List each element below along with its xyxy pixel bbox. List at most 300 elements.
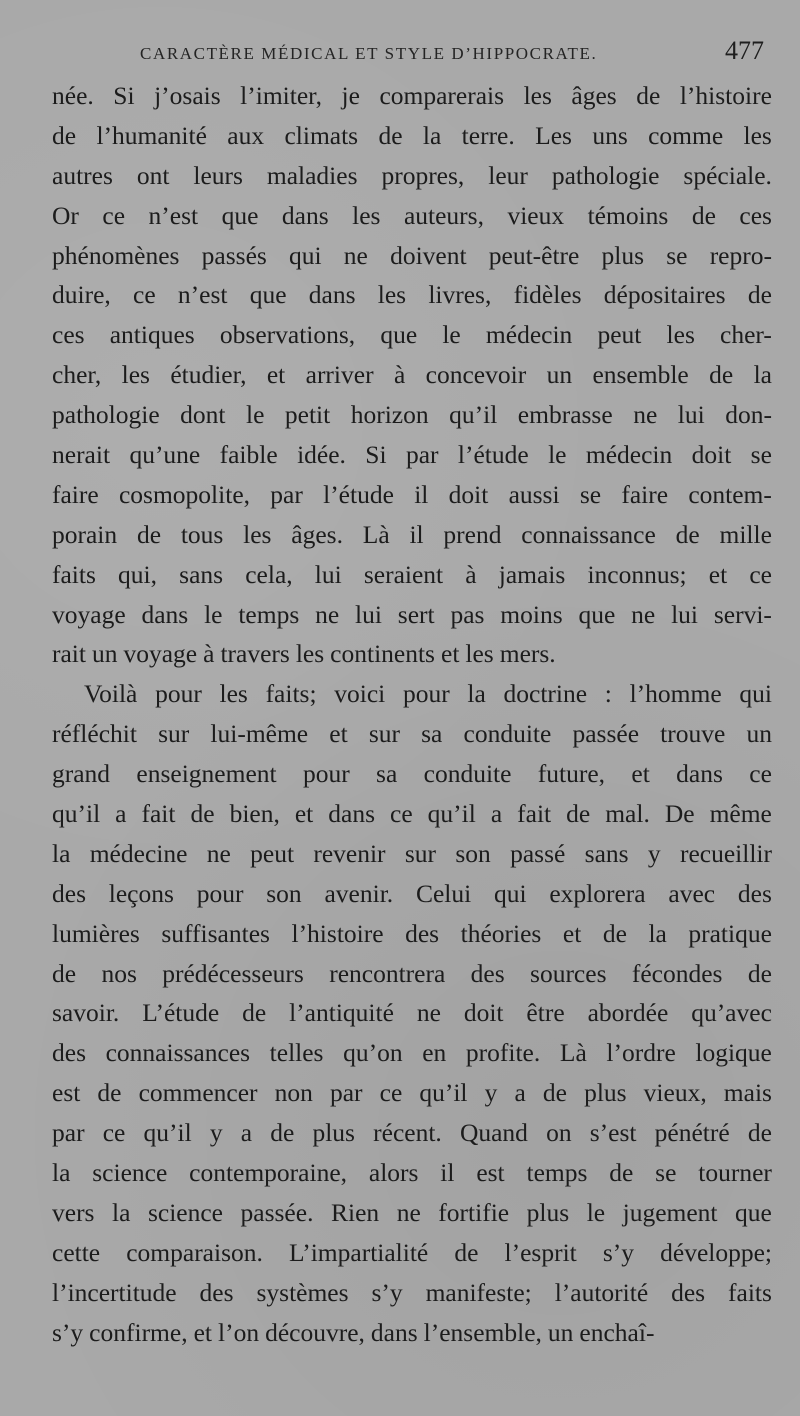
word: et <box>562 918 582 948</box>
word: qui <box>739 679 772 709</box>
word: cette <box>52 1237 101 1267</box>
word: à <box>393 360 406 390</box>
text-line <box>52 954 772 994</box>
word: son <box>455 838 491 868</box>
word: le <box>204 599 223 629</box>
word: science <box>92 1158 168 1188</box>
word: : <box>604 679 612 709</box>
word: conduite <box>423 759 512 789</box>
word: âges <box>571 81 617 110</box>
word: commencer <box>138 1078 258 1108</box>
word: que <box>578 599 616 629</box>
word: aux <box>227 120 265 150</box>
word: à <box>203 639 215 669</box>
word: passée <box>572 719 640 749</box>
word: propres, <box>381 160 465 190</box>
word: récent. <box>373 1118 442 1148</box>
word: le <box>548 440 567 470</box>
word: duire, <box>52 280 111 310</box>
text-line <box>52 634 772 674</box>
word: passée. <box>240 1197 314 1227</box>
word: dans <box>308 280 356 310</box>
word: Celui <box>415 878 472 908</box>
word: sans <box>584 838 629 868</box>
text-line <box>52 355 772 395</box>
word: la <box>467 679 486 709</box>
word: pratique <box>688 918 772 948</box>
word: née. <box>52 81 94 110</box>
word: par <box>329 1078 363 1108</box>
word: ne <box>633 400 658 430</box>
word: lumières <box>52 918 140 948</box>
word: la <box>753 360 772 390</box>
word: les <box>243 519 272 549</box>
word: cher- <box>720 320 772 350</box>
word: les <box>743 120 772 150</box>
word: sa <box>421 719 443 749</box>
word: ne <box>416 998 441 1028</box>
word: tous <box>180 519 224 549</box>
text-line <box>52 1113 772 1153</box>
word: il <box>414 479 429 509</box>
word: jamais <box>498 559 566 589</box>
text-line <box>52 754 772 794</box>
word: observations, <box>219 320 356 350</box>
word: le <box>245 400 265 430</box>
word: connaissance <box>521 519 656 549</box>
word: bien, <box>229 799 280 829</box>
word: dans <box>370 1317 418 1347</box>
word: Quand <box>459 1118 528 1148</box>
word: inconnus; <box>587 559 687 589</box>
word: cosmopolite, <box>118 479 251 509</box>
word: concevoir <box>425 360 527 390</box>
word: leur <box>488 160 528 190</box>
text-line <box>52 1193 772 1233</box>
running-head <box>0 30 800 80</box>
word: lui <box>314 559 342 589</box>
word: l’autorité <box>554 1277 649 1307</box>
word: un <box>547 1317 574 1347</box>
word: petit <box>284 400 331 430</box>
word: pathologie <box>52 400 160 430</box>
word: plus <box>584 1078 627 1108</box>
text-line <box>52 555 772 595</box>
word: vieux, <box>643 1078 707 1108</box>
text-line <box>52 435 772 475</box>
word: travers <box>220 639 290 669</box>
word: de <box>747 1118 772 1148</box>
word: de <box>136 519 162 549</box>
word: l’humanité <box>96 120 207 150</box>
word: sa <box>376 759 398 789</box>
word: voici <box>334 679 386 709</box>
word: faits <box>728 1277 772 1307</box>
word: âges. <box>291 519 343 549</box>
word: fait <box>517 799 552 829</box>
word: pathologie <box>551 160 660 190</box>
word: maladies <box>266 160 358 190</box>
text-line <box>52 1273 772 1313</box>
word: qu’il <box>427 799 476 829</box>
word: contemporaine, <box>189 1158 348 1188</box>
word: suffisantes <box>161 918 270 948</box>
word: ne <box>631 599 656 629</box>
word: porain <box>52 519 118 549</box>
word: pour <box>155 679 202 709</box>
word: ce <box>102 1118 126 1148</box>
word: uns <box>592 120 628 150</box>
word: de <box>52 120 77 150</box>
word: sur <box>368 719 400 749</box>
word: ce <box>102 200 126 230</box>
word: étudier, <box>170 360 247 390</box>
word: des <box>52 878 86 908</box>
word: de <box>602 918 627 948</box>
word: lui <box>671 599 698 629</box>
word: qu’avec <box>691 998 772 1028</box>
word: connaissances <box>105 1038 251 1068</box>
text-line <box>52 76 772 116</box>
word: peut <box>250 838 295 868</box>
word: dépositaires <box>603 280 726 310</box>
word: ce <box>379 1078 403 1108</box>
word: sources <box>530 958 607 988</box>
word: fécondes <box>631 958 723 988</box>
word: de <box>747 280 772 310</box>
word: faible <box>219 440 278 470</box>
word: cela, <box>245 559 293 589</box>
word: avec <box>668 878 716 908</box>
word: l’esprit <box>504 1237 577 1267</box>
word: De <box>664 799 695 829</box>
word: se <box>666 240 688 270</box>
word: la <box>52 1158 71 1188</box>
word: et <box>631 759 650 789</box>
word: se <box>579 479 602 509</box>
word: cher, <box>52 360 102 390</box>
word: Là <box>559 1038 587 1068</box>
word: passé <box>510 838 566 868</box>
text-line <box>52 395 772 435</box>
word: y <box>209 1118 223 1148</box>
word: l’histoire <box>291 918 384 948</box>
word: la <box>422 120 442 150</box>
word: pas <box>450 599 485 629</box>
paragraph <box>52 76 772 674</box>
word: doit <box>463 998 504 1028</box>
word: temps <box>526 1158 588 1188</box>
word: à <box>465 559 477 589</box>
word: mille <box>719 519 772 549</box>
word: plus <box>312 1118 355 1148</box>
word: les <box>465 639 494 669</box>
word: l’imiter, <box>240 81 323 110</box>
word: un <box>546 360 573 390</box>
text-line <box>52 595 772 635</box>
word: n’est <box>148 200 199 230</box>
text-line <box>52 475 772 515</box>
word: pénétré <box>654 1118 730 1148</box>
word: confirme, <box>89 1317 188 1347</box>
word: le <box>586 1197 606 1227</box>
word: a <box>490 799 503 829</box>
word: leçons <box>108 878 174 908</box>
word: idée. <box>297 440 346 470</box>
word: spéciale. <box>683 160 772 190</box>
text-line <box>52 1073 772 1113</box>
word: antiques <box>109 320 195 350</box>
word: tourner <box>698 1158 772 1188</box>
word: vieux <box>507 200 565 230</box>
word: qu’une <box>129 440 201 470</box>
word: faits <box>52 559 96 589</box>
word: passés <box>201 240 267 270</box>
word: et <box>329 719 348 749</box>
word: science <box>147 1197 223 1227</box>
word: prend <box>443 519 502 549</box>
text-line <box>52 1233 772 1273</box>
word: qu’il <box>419 1078 468 1108</box>
word: pour <box>302 759 350 789</box>
word: de <box>454 1237 479 1267</box>
word: témoins <box>587 200 669 230</box>
word: faits; <box>265 679 317 709</box>
word: un <box>746 719 772 749</box>
word: l’étude <box>457 440 529 470</box>
word: qu’il <box>52 799 101 829</box>
word: autres <box>52 160 113 190</box>
word: que <box>380 320 418 350</box>
word: fortifie <box>438 1197 510 1227</box>
text-line <box>52 714 772 754</box>
text-line <box>52 834 772 874</box>
word: ce <box>749 559 772 589</box>
body-text <box>52 76 772 1353</box>
word: dans <box>141 599 189 629</box>
word: future, <box>537 759 606 789</box>
word: être <box>526 998 565 1028</box>
word: même <box>709 799 772 829</box>
word: et <box>708 559 728 589</box>
word: ces <box>739 200 772 230</box>
word: la <box>112 1197 131 1227</box>
word: prédécesseurs <box>162 958 304 988</box>
word: des <box>52 1038 86 1068</box>
word: contem- <box>688 479 772 509</box>
text-line <box>52 874 772 914</box>
word: moins <box>500 599 563 629</box>
word: recueillir <box>679 838 772 868</box>
word: doivent <box>390 240 467 270</box>
word: ont <box>136 160 170 190</box>
word: médecine <box>89 838 188 868</box>
word: que <box>221 200 259 230</box>
word: se <box>750 440 772 470</box>
running-title: CARACTÈRE MÉDICAL ET STYLE D’HIPPOCRATE. <box>140 44 598 63</box>
word: don- <box>725 400 772 430</box>
word: se <box>655 1158 677 1188</box>
word: les <box>666 320 695 350</box>
word: explorera <box>549 878 646 908</box>
word: les <box>352 200 381 230</box>
word: de <box>97 1078 122 1108</box>
word: médecin <box>585 440 673 470</box>
word: les <box>219 679 248 709</box>
text-line <box>52 993 772 1033</box>
word: temps <box>238 599 300 629</box>
text-line <box>52 236 772 276</box>
word: rait <box>52 639 86 669</box>
word: s’y <box>52 1317 84 1347</box>
word: des <box>737 878 772 908</box>
word: l’ordre <box>606 1038 676 1068</box>
word: sur <box>404 838 437 868</box>
word: peut <box>597 320 642 350</box>
word: qui, <box>118 559 158 589</box>
text-line <box>52 315 772 355</box>
word: ne <box>206 838 231 868</box>
word: savoir. <box>52 998 120 1028</box>
word: des <box>405 918 440 948</box>
word: peut-être <box>488 240 580 270</box>
word: logique <box>695 1038 772 1068</box>
word: de <box>566 799 591 829</box>
word: que <box>735 1197 772 1227</box>
text-line <box>52 196 772 236</box>
word: de <box>675 519 700 549</box>
word: ne <box>343 240 368 270</box>
word: pour <box>196 878 244 908</box>
word: dont <box>180 400 226 430</box>
text-line <box>52 1313 772 1353</box>
word: l’étude <box>323 479 394 509</box>
word: avenir. <box>324 878 394 908</box>
word: qu’il <box>449 400 498 430</box>
word: profite. <box>465 1038 541 1068</box>
word: s’y <box>371 1277 403 1307</box>
word: s’est <box>589 1118 637 1148</box>
word: comme <box>648 120 724 150</box>
word: dans <box>281 200 329 230</box>
text-line <box>52 116 772 156</box>
word: L’étude <box>142 998 220 1028</box>
word: ces <box>52 320 85 350</box>
word: y <box>484 1078 498 1108</box>
word: que <box>249 280 287 310</box>
word: fait <box>141 799 176 829</box>
text-line <box>52 914 772 954</box>
word: qu’il <box>143 1118 192 1148</box>
word: lui-même <box>210 719 309 749</box>
word: non <box>274 1078 313 1108</box>
word: doit <box>691 440 732 470</box>
word: les <box>523 81 552 110</box>
word: aussi <box>508 479 560 509</box>
text-line <box>52 275 772 315</box>
word: par <box>52 1118 85 1148</box>
word: des <box>671 1277 706 1307</box>
word: abordée <box>587 998 669 1028</box>
word: leurs <box>193 160 243 190</box>
word: l’homme <box>629 679 722 709</box>
word: de <box>747 958 772 988</box>
word: plus <box>601 240 645 270</box>
word: de <box>270 1118 295 1148</box>
word: comparaison. <box>126 1237 263 1267</box>
word: nos <box>101 958 137 988</box>
word: horizon <box>350 400 429 430</box>
word: je <box>341 81 360 110</box>
word: de <box>52 958 77 988</box>
word: continents <box>330 639 435 669</box>
word: la <box>648 918 667 948</box>
word: l’antiquité <box>289 998 394 1028</box>
word: par <box>270 479 303 509</box>
word: est <box>52 1078 81 1108</box>
word: s’y <box>602 1237 635 1267</box>
word: réfléchit <box>52 719 137 749</box>
word: ne <box>315 599 340 629</box>
text-line <box>52 515 772 555</box>
word: a <box>514 1078 526 1108</box>
word: terre. <box>461 120 515 150</box>
word: les <box>295 639 325 669</box>
word: et <box>193 1317 212 1347</box>
word: enseignement <box>136 759 277 789</box>
word: climats <box>284 120 359 150</box>
word: mal. <box>605 799 650 829</box>
word: ce <box>390 799 413 829</box>
word: arriver <box>305 360 374 390</box>
word: voyage <box>52 599 126 629</box>
word: telles <box>269 1038 324 1068</box>
word: qui <box>289 240 322 270</box>
word: de <box>709 360 734 390</box>
word: qu’on <box>343 1038 403 1068</box>
text-line <box>52 1033 772 1073</box>
word: il <box>440 1158 455 1188</box>
word: nerait <box>52 440 111 470</box>
word: il <box>409 519 424 549</box>
word: un <box>91 639 118 669</box>
word: des <box>470 958 505 988</box>
word: dans <box>676 759 723 789</box>
word: développe; <box>660 1237 772 1267</box>
word: dans <box>328 799 375 829</box>
word: servi- <box>713 599 772 629</box>
word: alors <box>368 1158 419 1188</box>
word: lui <box>677 400 705 430</box>
word: qui <box>493 878 527 908</box>
word: conduite <box>463 719 552 749</box>
word: Or <box>52 200 79 230</box>
word: la <box>52 838 71 868</box>
word: Les <box>535 120 572 150</box>
word: auteurs, <box>403 200 484 230</box>
word: de <box>378 120 403 150</box>
word: a <box>240 1118 253 1148</box>
word: l’histoire <box>679 81 772 110</box>
word: faire <box>52 479 99 509</box>
word: découvre, <box>265 1317 365 1347</box>
word: de <box>242 998 267 1028</box>
word: L’impartialité <box>288 1237 429 1267</box>
word: en <box>422 1038 447 1068</box>
word: systèmes <box>256 1277 349 1307</box>
word: mais <box>723 1078 772 1108</box>
word: l’ensemble, <box>423 1317 542 1347</box>
